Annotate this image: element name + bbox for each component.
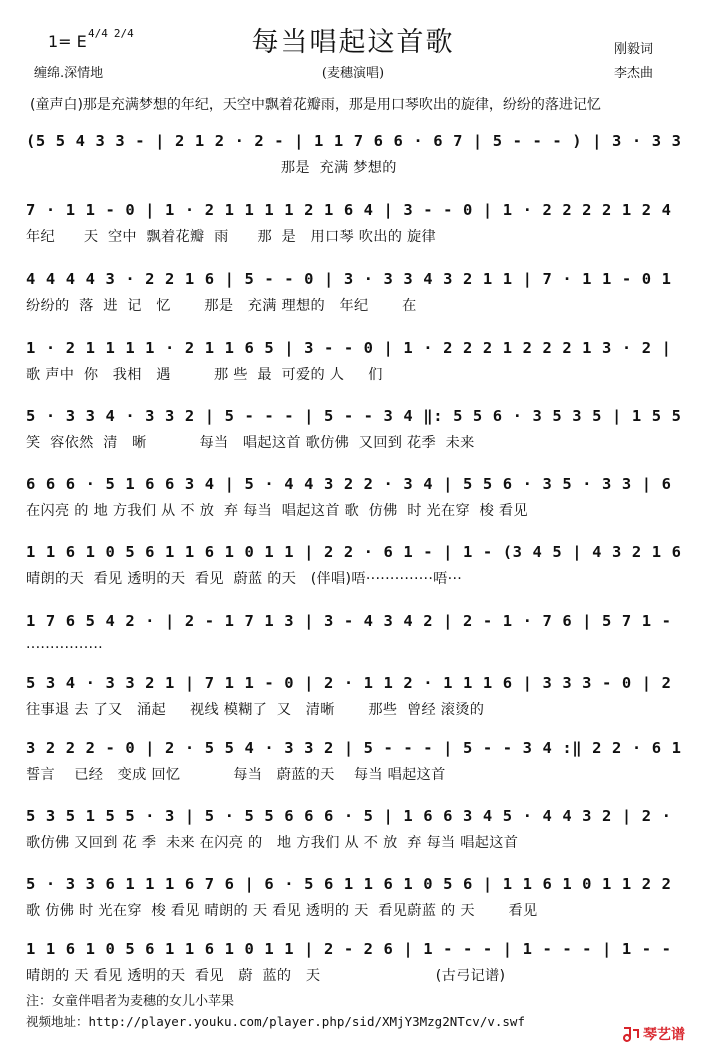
notation-line: 5 · 3 3 6 1 1 1 6 7 6 | 6 · 5 6 1 1 6 1 0 5 6 | 1 1 6 1 0 1 1 2 2 xyxy=(26,875,672,893)
tempo-mood: 缠绵.深情地 xyxy=(34,66,104,81)
site-logo xyxy=(622,1024,694,1046)
notation-line: 3 2 2 2 - 0 | 2 · 5 5 4 · 3 3 2 | 5 - - - | 5 - - 3 4 :‖ 2 2 · 6 1 xyxy=(26,739,682,757)
lyrics-line: 歌 仿佛 时 光在穿 梭 看见 晴朗的 天 看见 透明的 天 看见蔚蓝 的 天 看见 xyxy=(26,903,538,919)
lyrics-line: ················ xyxy=(26,640,103,656)
key-signature: 1= E xyxy=(48,32,87,51)
song-title: 每当唱起这首歌 xyxy=(251,27,455,58)
lyrics-line: 歌 声中 你 我相 遇 那 些 最 可爱的 人 们 xyxy=(26,367,383,383)
notation-line: (5 5 4 3 3 - | 2 1 2 · 2 - | 1 1 7 6 6 · 6 7 | 5 - - - ) | 3 · 3 3 xyxy=(26,132,682,150)
lyrics-line: 誓言 已经 变成 回忆 每当 蔚蓝的天 每当 唱起这首 xyxy=(26,767,446,783)
staff-row xyxy=(26,268,690,316)
lyrics-line: 晴朗的 天 看见 透明的天 看见 蔚 蓝的 天 (古弓记谱) xyxy=(26,968,506,984)
notation-line: 5 3 5 1 5 5 · 3 | 5 · 5 5 6 6 6 · 5 | 1 6 6 3 4 5 · 4 4 3 2 | 2 · xyxy=(26,807,672,825)
staff-row xyxy=(26,938,690,986)
lyrics-line: 往事退 去 了又 涌起 视线 模糊了 又 清晰 那些 曾经 滚烫的 xyxy=(26,702,485,718)
meter-first: 4/4 xyxy=(88,27,108,40)
staff-row xyxy=(26,405,690,453)
notation-line: 1 1 6 1 0 5 6 1 1 6 1 0 1 1 | 2 - 2 6 | 1 - - - | 1 - - - | 1 - - xyxy=(26,940,672,958)
lyrics-line: 年纪 天 空中 飘着花瓣 雨 那 是 用口琴 吹出的 旋律 xyxy=(26,229,436,245)
lyrics-line: 在闪亮 的 地 方我们 从 不 放 弃 每当 唱起这首 歌 仿佛 时 光在穿 梭 看见 xyxy=(26,503,528,519)
footnote: 注：女童伴唱者为麦穗的女儿小苹果 xyxy=(26,994,235,1009)
staff-row xyxy=(26,672,690,720)
notation-line: 1 7 6 5 4 2 · | 2 - 1 7 1 3 | 3 - 4 3 4 2 | 2 - 1 · 7 6 | 5 7 1 - xyxy=(26,612,672,630)
staff-row xyxy=(26,130,690,178)
staff-row xyxy=(26,541,690,589)
staff-row xyxy=(26,610,690,658)
staff-row xyxy=(26,873,690,921)
staff-row xyxy=(26,337,690,385)
lyrics-line: 歌仿佛 又回到 花 季 未来 在闪亮 的 地 方我们 从 不 放 弃 每当 唱起这首 xyxy=(26,835,519,851)
intro-narration: (童声白)那是充满梦想的年纪，天空中飘着花瓣雨，那是用口琴吹出的旋律，纷纷的落进记忆 xyxy=(30,97,601,113)
staff-row xyxy=(26,199,690,247)
time-signature xyxy=(88,28,140,40)
composer-credit: 李杰曲 xyxy=(614,66,654,81)
site-logo-text: 琴艺谱 xyxy=(643,1027,685,1043)
staff-row xyxy=(26,473,690,521)
lyrics-line: 那是 充满 梦想的 xyxy=(26,160,397,176)
notation-line: 7 · 1 1 - 0 | 1 · 2 1 1 1 1 2 1 6 4 | 3 - - 0 | 1 · 2 2 2 2 1 2 4 xyxy=(26,201,672,219)
lyrics-line: 笑 容依然 清 晰 每当 唱起这首 歌仿佛 又回到 花季 未来 xyxy=(26,435,475,451)
music-note-icon xyxy=(622,1026,640,1042)
meter-second: 2/4 xyxy=(113,27,134,40)
notation-line: 4 4 4 4 3 · 2 2 1 6 | 5 - - 0 | 3 · 3 3 4 3 2 1 1 | 7 · 1 1 - 0 1 xyxy=(26,270,672,288)
video-link[interactable]: 视频地址：http://player.youku.com/player.php/sid/XMjY3Mzg2NTcv/v.swf xyxy=(26,1014,525,1029)
notation-line: 1 · 2 1 1 1 1 · 2 1 1 6 5 | 3 - - 0 | 1 · 2 2 2 1 2 2 2 1 3 · 2 | xyxy=(26,339,672,357)
notation-line: 5 3 4 · 3 3 2 1 | 7 1 1 - 0 | 2 · 1 1 2 · 1 1 1 6 | 3 3 3 - 0 | 2 xyxy=(26,674,672,692)
lyricist-credit: 刚毅词 xyxy=(614,42,654,57)
lyrics-line: 纷纷的 落 进 记 忆 那是 充满 理想的 年纪 在 xyxy=(26,298,417,314)
notation-line: 1 1 6 1 0 5 6 1 1 6 1 0 1 1 | 2 2 · 6 1 - | 1 - (3 4 5 | 4 3 2 1 6 xyxy=(26,543,682,561)
staff-row xyxy=(26,737,690,785)
notation-line: 5 · 3 3 4 · 3 3 2 | 5 - - - | 5 - - 3 4 ‖: 5 5 6 · 3 5 3 5 | 1 5 5 xyxy=(26,407,682,425)
notation-line: 6 6 6 · 5 1 6 6 3 4 | 5 · 4 4 3 2 2 · 3 4 | 5 5 6 · 3 5 · 3 3 | 6 xyxy=(26,475,672,493)
singer-credit: (麦穗演唱) xyxy=(321,66,385,81)
lyrics-line: 晴朗的天 看见 透明的天 看见 蔚蓝 的天 (伴唱)唔··············唔··· xyxy=(26,571,463,587)
staff-row xyxy=(26,805,690,853)
